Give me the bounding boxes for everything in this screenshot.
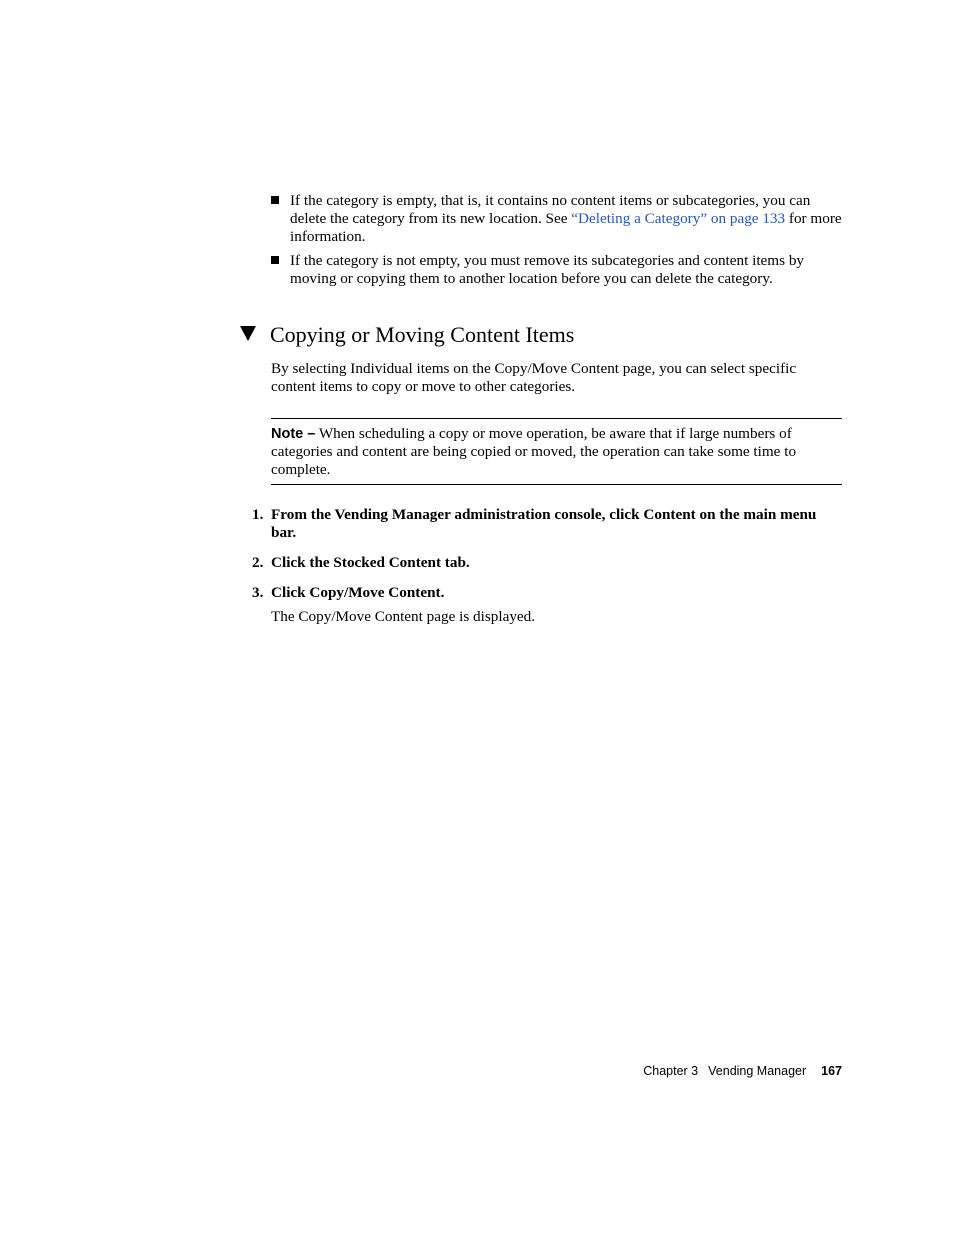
triangle-down-icon (240, 326, 256, 341)
square-bullet-icon (271, 256, 279, 264)
step-text: From the Vending Manager administration console, click Content on the main menu bar. (271, 506, 817, 541)
page-number: 167 (821, 1064, 842, 1078)
cross-reference-link[interactable]: “Deleting a Category” on page 133 (571, 210, 786, 227)
footer-title: Vending Manager (708, 1064, 807, 1078)
step-3 (248, 584, 843, 602)
footer-chapter: Chapter 3 (643, 1064, 699, 1078)
square-bullet-icon (271, 196, 279, 204)
section-heading (240, 322, 574, 348)
bullet-text: If the category is not empty, you must remove its subcategories and content items by moving or copying them to another location before you can delete the category. (290, 252, 805, 287)
note-box (271, 418, 842, 485)
step-text: Click the Stocked Content tab. (271, 554, 470, 571)
note-text: When scheduling a copy or move operation, be aware that if large numbers of categories and content are being copied or moved, the operation can take some time to complete. (271, 425, 797, 478)
bullet-text: If the category is empty, that is, it contains no content items or subcategories, you can delete the category from its new location. See (290, 192, 811, 227)
step-text: Click Copy/Move Content. (271, 584, 445, 601)
list-item (271, 252, 843, 288)
note-label: Note – (271, 426, 316, 442)
step-1 (248, 506, 843, 542)
list-item (271, 192, 843, 246)
step-number: 1. (252, 506, 264, 523)
page-footer (560, 1063, 842, 1079)
step-list (248, 506, 843, 626)
section-intro: By selecting Individual items on the Copy/Move Content page, you can select specific content items to copy or move to other categories. (271, 360, 797, 395)
bullet-text: for more information. (290, 210, 842, 245)
step-2 (248, 554, 843, 572)
step-result: The Copy/Move Content page is displayed. (271, 608, 536, 625)
section-title: Copying or Moving Content Items (270, 322, 575, 347)
step-number: 2. (252, 554, 264, 571)
bullet-list (271, 192, 843, 294)
step-number: 3. (252, 584, 264, 601)
